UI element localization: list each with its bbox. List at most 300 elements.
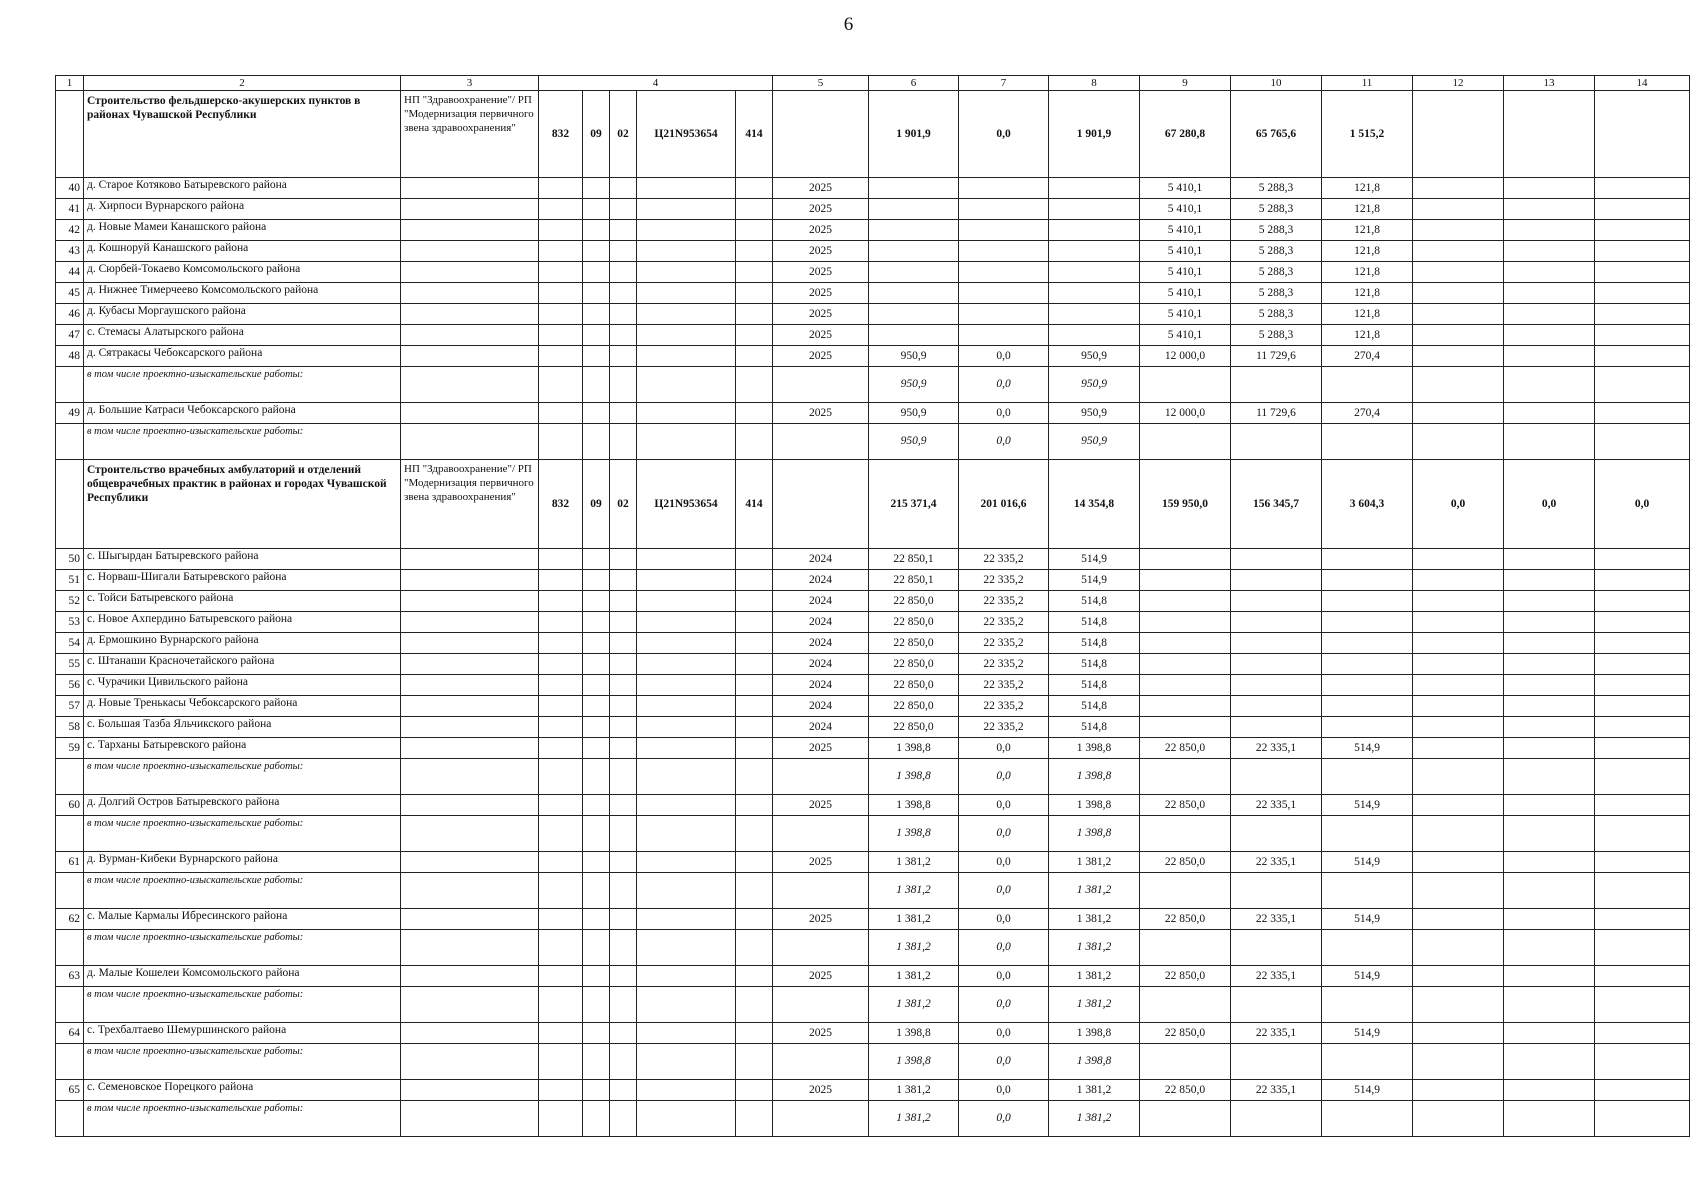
amount-cell: 950,9 [1049, 346, 1140, 367]
object-name: д. Сюрбей-Токаево Комсомольского района [84, 262, 401, 283]
code-section [583, 262, 610, 283]
code-grbs [539, 424, 583, 460]
object-name: с. Шыгырдан Батыревского района [84, 549, 401, 570]
object-name: д. Малые Кошелеи Комсомольского района [84, 966, 401, 987]
code-expense-type [736, 873, 773, 909]
row-number [56, 816, 84, 852]
amount-cell: 1 398,8 [1049, 795, 1140, 816]
amount-cell [1231, 612, 1322, 633]
completion-year: 2025 [773, 304, 869, 325]
amount-cell: 121,8 [1322, 241, 1413, 262]
code-target: Ц21N953654 [637, 91, 736, 178]
code-subsection [610, 325, 637, 346]
object-name: в том числе проектно-изыскательские работы: [84, 816, 401, 852]
program-name [401, 325, 539, 346]
amount-cell [1595, 852, 1690, 873]
code-subsection [610, 367, 637, 403]
amount-cell: 0,0 [959, 795, 1049, 816]
amount-cell: 0,0 [959, 816, 1049, 852]
amount-cell: 5 410,1 [1140, 241, 1231, 262]
amount-cell [1140, 654, 1231, 675]
code-expense-type [736, 633, 773, 654]
amount-cell: 0,0 [959, 738, 1049, 759]
amount-cell: 950,9 [1049, 403, 1140, 424]
code-target [637, 199, 736, 220]
amount-cell [1231, 759, 1322, 795]
row-number: 64 [56, 1023, 84, 1044]
code-target [637, 1101, 736, 1137]
program-name [401, 816, 539, 852]
object-name: с. Семеновское Порецкого района [84, 1080, 401, 1101]
amount-cell: 22 335,2 [959, 633, 1049, 654]
code-grbs [539, 220, 583, 241]
code-expense-type [736, 612, 773, 633]
amount-cell: 1 381,2 [869, 1101, 959, 1137]
code-section [583, 987, 610, 1023]
amount-cell [1504, 930, 1595, 966]
completion-year: 2024 [773, 549, 869, 570]
amount-cell [1595, 1044, 1690, 1080]
amount-cell [1504, 304, 1595, 325]
table-row [56, 199, 1690, 220]
completion-year [773, 1044, 869, 1080]
amount-cell: 0,0 [959, 1080, 1049, 1101]
amount-cell: 22 335,1 [1231, 909, 1322, 930]
amount-cell [1322, 612, 1413, 633]
code-target [637, 346, 736, 367]
amount-cell [1595, 325, 1690, 346]
program-name [401, 403, 539, 424]
code-section [583, 325, 610, 346]
amount-cell [1049, 178, 1140, 199]
subtotal-row [56, 367, 1690, 403]
code-target [637, 759, 736, 795]
amount-cell [1595, 241, 1690, 262]
amount-cell [1231, 816, 1322, 852]
code-section [583, 241, 610, 262]
object-name: с. Новое Ахпердино Батыревского района [84, 612, 401, 633]
completion-year: 2025 [773, 199, 869, 220]
amount-cell [1413, 367, 1504, 403]
code-section [583, 873, 610, 909]
amount-cell [1413, 304, 1504, 325]
amount-cell [1413, 909, 1504, 930]
amount-cell: 0,0 [959, 852, 1049, 873]
code-expense-type [736, 570, 773, 591]
amount-cell [1413, 816, 1504, 852]
code-target [637, 570, 736, 591]
amount-cell: 22 850,0 [1140, 852, 1231, 873]
amount-cell: 1 381,2 [1049, 966, 1140, 987]
amount-cell: 5 288,3 [1231, 220, 1322, 241]
code-section [583, 1023, 610, 1044]
amount-cell: 1 381,2 [1049, 852, 1140, 873]
amount-cell [1595, 717, 1690, 738]
amount-cell: 0,0 [959, 367, 1049, 403]
amount-cell: 22 850,0 [869, 675, 959, 696]
amount-cell: 22 335,2 [959, 612, 1049, 633]
program-name [401, 852, 539, 873]
code-subsection [610, 654, 637, 675]
completion-year [773, 367, 869, 403]
code-section [583, 403, 610, 424]
code-grbs [539, 283, 583, 304]
amount-cell: 1 381,2 [1049, 930, 1140, 966]
amount-cell [1049, 283, 1140, 304]
amount-cell [1231, 717, 1322, 738]
amount-cell [1322, 1101, 1413, 1137]
amount-cell [1322, 633, 1413, 654]
code-section [583, 199, 610, 220]
completion-year: 2025 [773, 795, 869, 816]
program-name [401, 738, 539, 759]
amount-cell: 1 381,2 [869, 1080, 959, 1101]
col-header: 9 [1140, 76, 1231, 91]
code-expense-type [736, 199, 773, 220]
amount-cell: 514,8 [1049, 654, 1140, 675]
code-expense-type [736, 1044, 773, 1080]
completion-year [773, 460, 869, 549]
amount-cell: 0,0 [1413, 460, 1504, 549]
code-expense-type [736, 1080, 773, 1101]
amount-cell [1504, 424, 1595, 460]
amount-cell [1504, 909, 1595, 930]
row-number: 40 [56, 178, 84, 199]
object-name: в том числе проектно-изыскательские работы: [84, 424, 401, 460]
object-name: с. Тойси Батыревского района [84, 591, 401, 612]
amount-cell: 5 410,1 [1140, 220, 1231, 241]
amount-cell [1322, 759, 1413, 795]
completion-year: 2024 [773, 591, 869, 612]
object-name: д. Кошноруй Канашского района [84, 241, 401, 262]
code-grbs [539, 654, 583, 675]
row-number: 51 [56, 570, 84, 591]
amount-cell: 0,0 [959, 1023, 1049, 1044]
amount-cell: 1 398,8 [1049, 816, 1140, 852]
code-section: 09 [583, 460, 610, 549]
code-target [637, 1044, 736, 1080]
code-subsection [610, 570, 637, 591]
amount-cell [1504, 220, 1595, 241]
amount-cell: 11 729,6 [1231, 403, 1322, 424]
code-section [583, 304, 610, 325]
code-grbs [539, 178, 583, 199]
completion-year: 2025 [773, 966, 869, 987]
code-section [583, 1080, 610, 1101]
amount-cell [1049, 304, 1140, 325]
object-name: в том числе проектно-изыскательские работы: [84, 367, 401, 403]
amount-cell [1595, 738, 1690, 759]
row-number: 53 [56, 612, 84, 633]
code-expense-type [736, 424, 773, 460]
amount-cell: 514,9 [1049, 570, 1140, 591]
amount-cell: 5 288,3 [1231, 304, 1322, 325]
amount-cell: 0,0 [959, 1101, 1049, 1137]
page-number: 6 [843, 14, 854, 35]
completion-year: 2025 [773, 909, 869, 930]
code-grbs [539, 304, 583, 325]
amount-cell [1413, 262, 1504, 283]
code-grbs [539, 1023, 583, 1044]
amount-cell [1504, 1101, 1595, 1137]
amount-cell: 950,9 [1049, 424, 1140, 460]
amount-cell [1231, 873, 1322, 909]
amount-cell [1231, 675, 1322, 696]
program-name [401, 717, 539, 738]
amount-cell: 121,8 [1322, 325, 1413, 346]
amount-cell [1504, 633, 1595, 654]
code-target [637, 612, 736, 633]
amount-cell [1504, 1080, 1595, 1101]
amount-cell: 12 000,0 [1140, 346, 1231, 367]
completion-year [773, 873, 869, 909]
amount-cell: 1 381,2 [869, 966, 959, 987]
code-expense-type [736, 930, 773, 966]
code-expense-type [736, 304, 773, 325]
amount-cell [1231, 591, 1322, 612]
amount-cell [1413, 591, 1504, 612]
amount-cell [1595, 283, 1690, 304]
code-subsection [610, 424, 637, 460]
completion-year [773, 930, 869, 966]
amount-cell [1504, 987, 1595, 1023]
code-expense-type [736, 909, 773, 930]
program-name [401, 178, 539, 199]
code-subsection [610, 675, 637, 696]
code-subsection [610, 220, 637, 241]
col-header: 3 [401, 76, 539, 91]
amount-cell [1140, 816, 1231, 852]
code-section [583, 283, 610, 304]
program-name [401, 570, 539, 591]
completion-year: 2024 [773, 675, 869, 696]
completion-year: 2024 [773, 633, 869, 654]
amount-cell: 1 381,2 [1049, 987, 1140, 1023]
object-name: д. Вурман-Кибеки Вурнарского района [84, 852, 401, 873]
table-row [56, 852, 1690, 873]
amount-cell: 950,9 [1049, 367, 1140, 403]
amount-cell: 514,9 [1322, 909, 1413, 930]
amount-cell [959, 220, 1049, 241]
table-row [56, 717, 1690, 738]
subtotal-row [56, 873, 1690, 909]
table-body [56, 76, 1690, 1137]
code-expense-type [736, 816, 773, 852]
amount-cell [959, 304, 1049, 325]
code-expense-type [736, 591, 773, 612]
amount-cell: 5 410,1 [1140, 304, 1231, 325]
code-target [637, 549, 736, 570]
col-header: 10 [1231, 76, 1322, 91]
code-section [583, 852, 610, 873]
code-subsection [610, 241, 637, 262]
row-number [56, 987, 84, 1023]
code-subsection [610, 304, 637, 325]
amount-cell: 1 515,2 [1322, 91, 1413, 178]
amount-cell [1140, 633, 1231, 654]
amount-cell [869, 283, 959, 304]
amount-cell [1322, 549, 1413, 570]
amount-cell: 1 381,2 [869, 930, 959, 966]
completion-year: 2024 [773, 612, 869, 633]
section-row [56, 91, 1690, 178]
amount-cell [1413, 1101, 1504, 1137]
program-name [401, 909, 539, 930]
object-name: д. Ермошкино Вурнарского района [84, 633, 401, 654]
amount-cell: 1 381,2 [869, 873, 959, 909]
amount-cell: 514,9 [1322, 966, 1413, 987]
completion-year: 2024 [773, 654, 869, 675]
completion-year: 2025 [773, 852, 869, 873]
amount-cell [1322, 930, 1413, 966]
amount-cell: 22 850,0 [1140, 966, 1231, 987]
completion-year: 2025 [773, 346, 869, 367]
table-row [56, 1080, 1690, 1101]
amount-cell [1140, 1044, 1231, 1080]
amount-cell [1504, 549, 1595, 570]
amount-cell [1140, 612, 1231, 633]
col-header: 7 [959, 76, 1049, 91]
code-subsection: 02 [610, 460, 637, 549]
amount-cell: 514,8 [1049, 675, 1140, 696]
code-grbs [539, 199, 583, 220]
amount-cell: 22 850,0 [1140, 1023, 1231, 1044]
amount-cell: 1 381,2 [1049, 1101, 1140, 1137]
amount-cell: 3 604,3 [1322, 460, 1413, 549]
amount-cell [1049, 220, 1140, 241]
amount-cell: 1 901,9 [1049, 91, 1140, 178]
code-grbs [539, 909, 583, 930]
amount-cell: 11 729,6 [1231, 346, 1322, 367]
code-subsection [610, 262, 637, 283]
amount-cell [1504, 241, 1595, 262]
code-target [637, 633, 736, 654]
subtotal-row [56, 424, 1690, 460]
code-section [583, 909, 610, 930]
code-subsection [610, 873, 637, 909]
code-grbs [539, 1080, 583, 1101]
amount-cell [1231, 1101, 1322, 1137]
code-target [637, 241, 736, 262]
code-target [637, 325, 736, 346]
program-name [401, 304, 539, 325]
amount-cell: 514,9 [1322, 852, 1413, 873]
row-number: 42 [56, 220, 84, 241]
amount-cell [1413, 759, 1504, 795]
table-row [56, 241, 1690, 262]
object-name: Строительство фельдшерско-акушерских пунктов в районах Чувашской Республики [84, 91, 401, 178]
amount-cell [1140, 930, 1231, 966]
amount-cell [1504, 696, 1595, 717]
amount-cell: 22 850,0 [1140, 795, 1231, 816]
amount-cell: 22 335,2 [959, 696, 1049, 717]
code-subsection [610, 1044, 637, 1080]
code-subsection [610, 852, 637, 873]
code-target [637, 424, 736, 460]
amount-cell: 950,9 [869, 367, 959, 403]
code-subsection [610, 987, 637, 1023]
amount-cell [1231, 633, 1322, 654]
amount-cell [1504, 367, 1595, 403]
amount-cell [1413, 852, 1504, 873]
amount-cell [1504, 675, 1595, 696]
object-name: в том числе проектно-изыскательские работы: [84, 987, 401, 1023]
object-name: в том числе проектно-изыскательские работы: [84, 759, 401, 795]
amount-cell [1595, 759, 1690, 795]
code-target [637, 262, 736, 283]
amount-cell [1595, 966, 1690, 987]
code-grbs [539, 367, 583, 403]
code-expense-type [736, 549, 773, 570]
table-row [56, 304, 1690, 325]
amount-cell [1504, 1023, 1595, 1044]
amount-cell: 67 280,8 [1140, 91, 1231, 178]
row-number [56, 1044, 84, 1080]
row-number: 54 [56, 633, 84, 654]
code-section [583, 346, 610, 367]
amount-cell [1595, 909, 1690, 930]
amount-cell [1322, 696, 1413, 717]
code-grbs [539, 612, 583, 633]
amount-cell [959, 199, 1049, 220]
code-grbs [539, 633, 583, 654]
amount-cell [1231, 1044, 1322, 1080]
table-row [56, 612, 1690, 633]
code-target [637, 795, 736, 816]
code-expense-type [736, 966, 773, 987]
amount-cell [959, 325, 1049, 346]
code-target [637, 717, 736, 738]
row-number: 57 [56, 696, 84, 717]
amount-cell [1413, 199, 1504, 220]
object-name: в том числе проектно-изыскательские работы: [84, 1044, 401, 1080]
code-section: 09 [583, 91, 610, 178]
code-section [583, 591, 610, 612]
amount-cell [1322, 1044, 1413, 1080]
code-expense-type [736, 1023, 773, 1044]
code-expense-type [736, 403, 773, 424]
amount-cell [1504, 591, 1595, 612]
amount-cell [1504, 966, 1595, 987]
amount-cell [1595, 199, 1690, 220]
amount-cell: 5 288,3 [1231, 325, 1322, 346]
amount-cell: 121,8 [1322, 220, 1413, 241]
completion-year: 2025 [773, 1023, 869, 1044]
code-target [637, 930, 736, 966]
table-row [56, 262, 1690, 283]
code-section [583, 759, 610, 795]
code-subsection [610, 283, 637, 304]
code-target [637, 283, 736, 304]
code-target [637, 1080, 736, 1101]
object-name: с. Штанаши Красночетайского района [84, 654, 401, 675]
amount-cell [1595, 795, 1690, 816]
amount-cell [959, 262, 1049, 283]
row-number: 43 [56, 241, 84, 262]
amount-cell: 0,0 [959, 91, 1049, 178]
row-number: 44 [56, 262, 84, 283]
code-expense-type [736, 283, 773, 304]
amount-cell [1322, 987, 1413, 1023]
amount-cell: 22 850,0 [869, 633, 959, 654]
completion-year [773, 759, 869, 795]
table-row [56, 570, 1690, 591]
amount-cell [1504, 816, 1595, 852]
program-name [401, 220, 539, 241]
object-name: с. Большая Тазба Яльчикского района [84, 717, 401, 738]
code-grbs [539, 738, 583, 759]
code-grbs [539, 591, 583, 612]
